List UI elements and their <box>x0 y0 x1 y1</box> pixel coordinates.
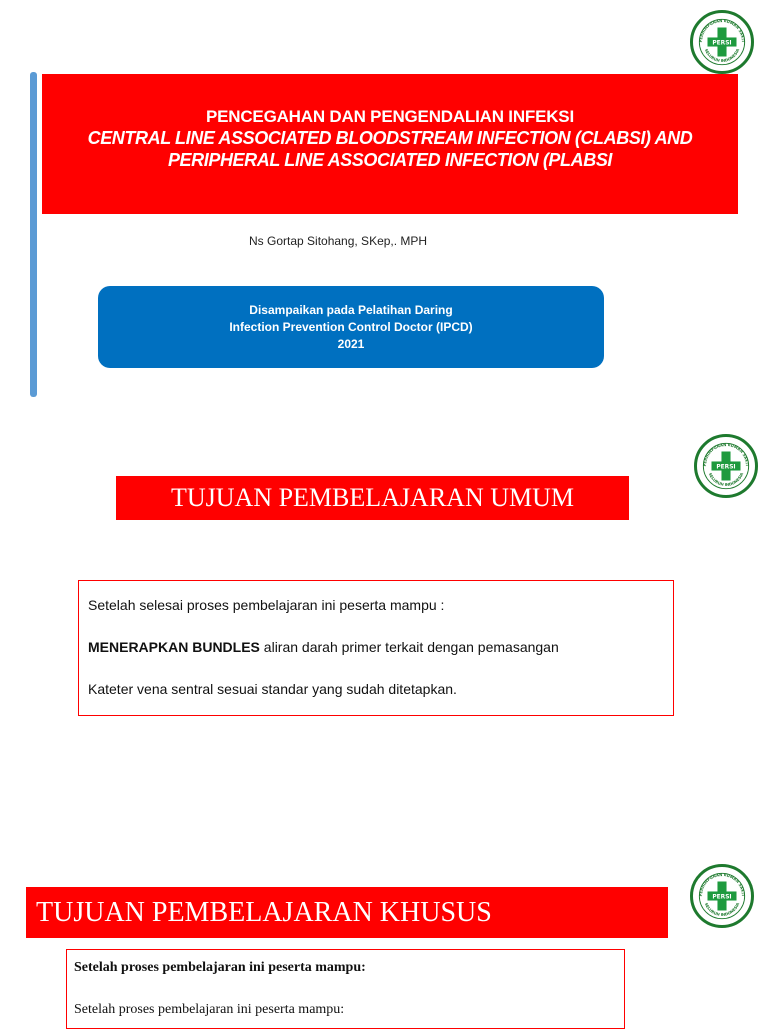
svg-text:PERSI: PERSI <box>716 464 736 471</box>
persi-logo-icon <box>694 434 758 498</box>
objective-text: Setelah selesai proses pembelajaran ini peserta mampu : <box>88 597 445 613</box>
objective-box <box>78 580 674 716</box>
objective-text: Setelah proses pembelajaran ini peserta mampu: <box>74 960 366 975</box>
title-line: PENCEGAHAN DAN PENGENDALIAN INFEKSI <box>206 107 574 126</box>
slide-specific-objective <box>0 850 768 1024</box>
svg-text:PERHIMPUNAN RUMAH SAKIT: PERHIMPUNAN RUMAH SAKIT <box>698 872 746 897</box>
svg-text:SELURUH INDONESIA: SELURUH INDONESIA <box>707 471 745 488</box>
svg-text:PERHIMPUNAN RUMAH SAKIT: PERHIMPUNAN RUMAH SAKIT <box>698 18 746 43</box>
persi-logo-icon <box>690 10 754 74</box>
svg-text:SELURUH INDONESIA: SELURUH INDONESIA <box>703 901 741 918</box>
author-name: Ns Gortap Sitohang, SKep,. MPH <box>249 234 428 248</box>
objective-text: Setelah proses pembelajaran ini peserta mampu: <box>74 1002 345 1017</box>
event-year: 2021 <box>337 337 365 351</box>
svg-text:PERSI: PERSI <box>712 40 732 47</box>
title-banner <box>42 74 738 214</box>
objective-text: Kateter vena sentral sesuai standar yang sudah ditetapkan. <box>88 681 457 697</box>
objective-box <box>66 949 625 1029</box>
title-line: CENTRAL LINE ASSOCIATED BLOODSTREAM INFECTION (CLABSI) AND <box>87 128 693 148</box>
emphasis-text: MENERAPKAN BUNDLES <box>88 639 260 655</box>
event-info-box <box>98 286 604 368</box>
title-line: PERIPHERAL LINE ASSOCIATED INFECTION (PLABSI <box>167 150 613 170</box>
section-heading: TUJUAN PEMBELAJARAN KHUSUS <box>26 887 668 938</box>
svg-text:PERHIMPUNAN RUMAH SAKIT: PERHIMPUNAN RUMAH SAKIT <box>702 442 750 467</box>
event-line: Infection Prevention Control Doctor (IPCD) <box>229 320 473 334</box>
persi-logo-icon <box>690 864 754 928</box>
objective-text <box>88 639 673 656</box>
objective-text-rest: aliran darah primer terkait dengan pemasangan <box>259 639 559 655</box>
svg-text:PERSI: PERSI <box>712 894 732 901</box>
slide-general-objective <box>0 420 768 820</box>
event-line: Disampaikan pada Pelatihan Daring <box>249 303 453 317</box>
svg-text:SELURUH INDONESIA: SELURUH INDONESIA <box>703 47 741 64</box>
section-heading: TUJUAN PEMBELAJARAN UMUM <box>116 476 629 520</box>
accent-bar <box>30 72 37 397</box>
slide-title <box>0 0 768 410</box>
